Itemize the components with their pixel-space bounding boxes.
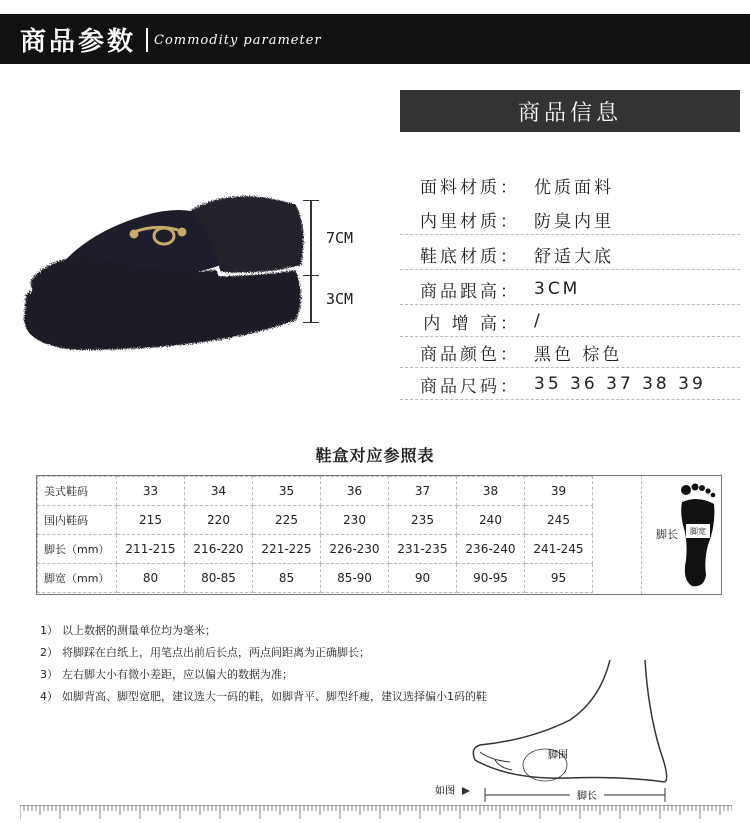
table-cell: 90 <box>389 564 457 593</box>
table-row <box>38 506 593 535</box>
foot-measure-diagram <box>420 660 720 815</box>
table-cell: 36 <box>321 477 389 506</box>
table-cell: 34 <box>185 477 253 506</box>
note-text: 左右脚大小有微小差距，应以偏大的数据为准； <box>62 668 293 681</box>
table-cell: 226-230 <box>321 535 389 564</box>
info-label: 商品跟高： <box>420 281 520 302</box>
info-row-heel <box>400 274 740 305</box>
table-row <box>38 477 593 506</box>
header-subtitle: Commodity parameter <box>154 33 322 48</box>
note-text: 以上数据的测量单位均为毫米； <box>62 624 216 637</box>
product-info-panel <box>400 90 740 397</box>
upper-height-label: 7CM <box>326 229 354 247</box>
table-cell: 211-215 <box>117 535 185 564</box>
table-cell: 225 <box>253 506 321 535</box>
row-label: 脚长（mm） <box>38 535 117 564</box>
info-row-fabric <box>400 170 740 200</box>
row-label: 美式鞋码 <box>38 477 117 506</box>
dimension-line <box>310 200 312 322</box>
foot-print-panel <box>641 476 722 594</box>
info-row-sole <box>400 239 740 270</box>
table-cell: 216-220 <box>185 535 253 564</box>
foot-width-label: 脚宽 <box>690 527 706 536</box>
table-cell: 80-85 <box>185 564 253 593</box>
table-cell: 235 <box>389 506 457 535</box>
note-item <box>40 666 293 682</box>
note-number: 4） <box>40 690 58 703</box>
table-cell: 231-235 <box>389 535 457 564</box>
table-cell: 80 <box>117 564 185 593</box>
table-cell: 215 <box>117 506 185 535</box>
info-label: 内 增 高： <box>423 313 520 334</box>
note-item <box>40 622 216 638</box>
info-row-lining <box>400 204 740 235</box>
dimension-tick-mid <box>303 275 319 276</box>
diagram-caption: 如图 <box>435 786 455 797</box>
header-divider <box>146 28 148 52</box>
info-label: 商品颜色： <box>420 344 520 365</box>
sole-height-label: 3CM <box>326 290 354 308</box>
table-cell: 245 <box>525 506 593 535</box>
note-number: 3） <box>40 668 58 681</box>
note-text: 将脚踩在白纸上，用笔点出前后长点，两点间距离为正确脚长； <box>62 646 370 659</box>
table-cell: 37 <box>389 477 457 506</box>
table-cell: 220 <box>185 506 253 535</box>
table-cell: 85-90 <box>321 564 389 593</box>
info-row-insole <box>400 306 740 337</box>
info-label: 面料材质： <box>420 177 520 198</box>
ruler-graphic <box>20 805 732 823</box>
size-table <box>36 475 722 595</box>
info-label: 鞋底材质： <box>420 246 520 267</box>
table-cell: 39 <box>525 477 593 506</box>
info-row-size <box>400 369 740 400</box>
table-cell: 95 <box>525 564 593 593</box>
info-value: 舒适大底 <box>534 246 614 267</box>
header-title: 商品参数 <box>20 27 137 57</box>
table-cell: 236-240 <box>457 535 525 564</box>
table-cell: 35 <box>253 477 321 506</box>
info-value: 防臭内里 <box>534 211 614 232</box>
info-label: 内里材质： <box>420 211 520 232</box>
info-value: 35 36 37 38 39 <box>534 374 706 394</box>
info-heading: 商品信息 <box>400 90 740 132</box>
product-image <box>16 190 306 360</box>
size-table-title: 鞋盒对应参照表 <box>315 446 435 465</box>
table-cell: 241-245 <box>525 535 593 564</box>
table-row <box>38 535 593 564</box>
info-value: 3CM <box>534 279 581 299</box>
row-label: 国内鞋码 <box>38 506 117 535</box>
girth-label: 脚围 <box>548 750 568 761</box>
table-cell: 221-225 <box>253 535 321 564</box>
table-cell: 240 <box>457 506 525 535</box>
note-item <box>40 644 370 660</box>
info-row-color <box>400 337 740 368</box>
info-value: / <box>534 311 543 331</box>
table-cell: 230 <box>321 506 389 535</box>
info-value: 优质面料 <box>534 177 614 198</box>
info-value: 黑色 棕色 <box>534 344 623 365</box>
footprint-icon <box>678 480 718 590</box>
info-label: 商品尺码： <box>420 376 520 397</box>
table-cell: 90-95 <box>457 564 525 593</box>
note-number: 1） <box>40 624 58 637</box>
table-row <box>38 564 593 593</box>
table-cell: 38 <box>457 477 525 506</box>
note-text: 如脚背高、脚型宽肥，建议选大一码的鞋，如脚背平、脚型纤瘦，建议选择偏小1码的鞋 <box>62 690 487 703</box>
row-label: 脚宽（mm） <box>38 564 117 593</box>
table-cell: 33 <box>117 477 185 506</box>
foot-length-label: 脚长 <box>656 528 678 541</box>
header-bar <box>0 14 750 64</box>
note-number: 2） <box>40 646 58 659</box>
dimension-tick-bottom <box>303 322 319 323</box>
length-label: 脚长 <box>577 791 597 802</box>
table-cell: 85 <box>253 564 321 593</box>
